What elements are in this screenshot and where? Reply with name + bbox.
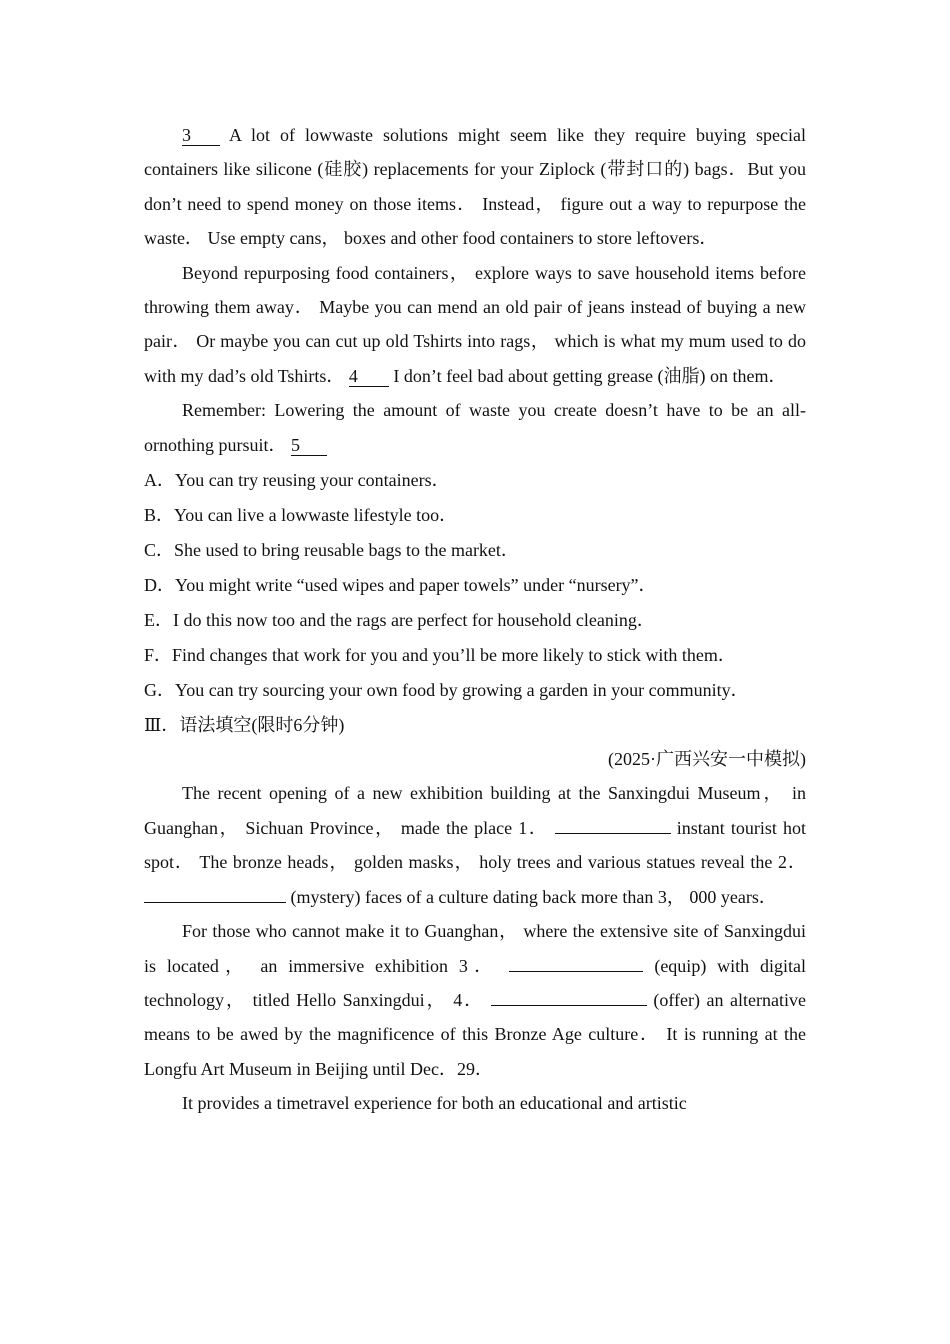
grammar-paragraph-3 xyxy=(144,1086,806,1120)
option-b: B．You can live a lowwaste lifestyle too． xyxy=(144,504,458,525)
option-g: G．You can try sourcing your own food by growing a garden in your community． xyxy=(144,679,749,700)
paragraph-text: Beyond repurposing food containers， explore ways to save household items before throwing them away． Maybe you can mend an old pair of jeans instead of buying a new pair． Or maybe you can cut up old Tshirts into rags， which is what my mum used to do with my dad’s old Tshirts． xyxy=(144,262,806,386)
blank-3[interactable]: 3 xyxy=(182,125,220,146)
paragraph-text: The recent opening of a new exhibition building at the Sanxingdui Museum， in Guanghan， Sichuan Province， made the place 1． xyxy=(144,783,806,838)
paragraph-text: A lot of lowwaste solutions might seem like they require buying special containers like silicone (硅胶) replacements for your Ziplock (带封口的) bags．But you don’t need to spend money on those items． Instead， figure out a way to repurpose the waste． Use empty cans， boxes and other food containers to store leftovers． xyxy=(144,125,806,249)
option-d: D．You might write “used wipes and paper towels” under “nursery”． xyxy=(144,574,657,595)
paragraph-text: (equip) with digital technology， titled Hello Sanxingdui， 4． xyxy=(144,955,807,1010)
document-page xyxy=(144,118,806,1121)
grammar-blank-3[interactable] xyxy=(509,971,643,972)
paragraph-text: It provides a timetravel experience for both an educational and artistic xyxy=(182,1093,687,1114)
paragraph-text: instant tourist hot spot． The bronze heads， golden masks， holy trees and various statues reveal the 2． xyxy=(144,817,807,873)
grammar-blank-2[interactable] xyxy=(144,902,286,903)
grammar-blank-4[interactable] xyxy=(491,1005,647,1006)
grammar-blank-1[interactable] xyxy=(555,833,671,834)
option-e: E．I do this now too and the rags are perfect for household cleaning． xyxy=(144,609,655,630)
grammar-paragraph-1 xyxy=(144,776,806,914)
option-f: F．Find changes that work for you and you’ll be more likely to stick with them． xyxy=(144,644,736,665)
passage-paragraph-3 xyxy=(144,393,806,462)
option-c: C．She used to bring reusable bags to the market． xyxy=(144,539,519,560)
passage-paragraph-1 xyxy=(144,118,806,256)
passage-paragraph-2 xyxy=(144,256,806,394)
paragraph-text: (mystery) faces of a culture dating back more than 3， 000 years． xyxy=(290,886,777,907)
paragraph-text: For those who cannot make it to Guanghan， where the extensive site of Sanxingdui is located， an immersive exhibition 3． xyxy=(144,921,806,976)
paragraph-text: Remember: Lowering the amount of waste you create doesn’t have to be an all-ornothing pursuit． xyxy=(144,400,806,455)
option-a: A．You can try reusing your containers． xyxy=(144,469,450,490)
grammar-paragraph-2 xyxy=(144,914,806,1086)
section-title: Ⅲ．语法填空(限时6分钟) xyxy=(144,714,345,735)
blank-4[interactable]: 4 xyxy=(349,366,389,387)
paragraph-text-after: I don’t feel bad about getting grease (油脂) on them． xyxy=(393,365,787,386)
blank-5[interactable]: 5 xyxy=(291,435,327,456)
section-source: (2025·广西兴安一中模拟) xyxy=(608,749,806,770)
paragraph-text: (offer) an alternative means to be awed by the magnificence of this Bronze Age culture． It is running at the Longfu Art Museum in Beijing until Dec．29． xyxy=(144,989,806,1079)
